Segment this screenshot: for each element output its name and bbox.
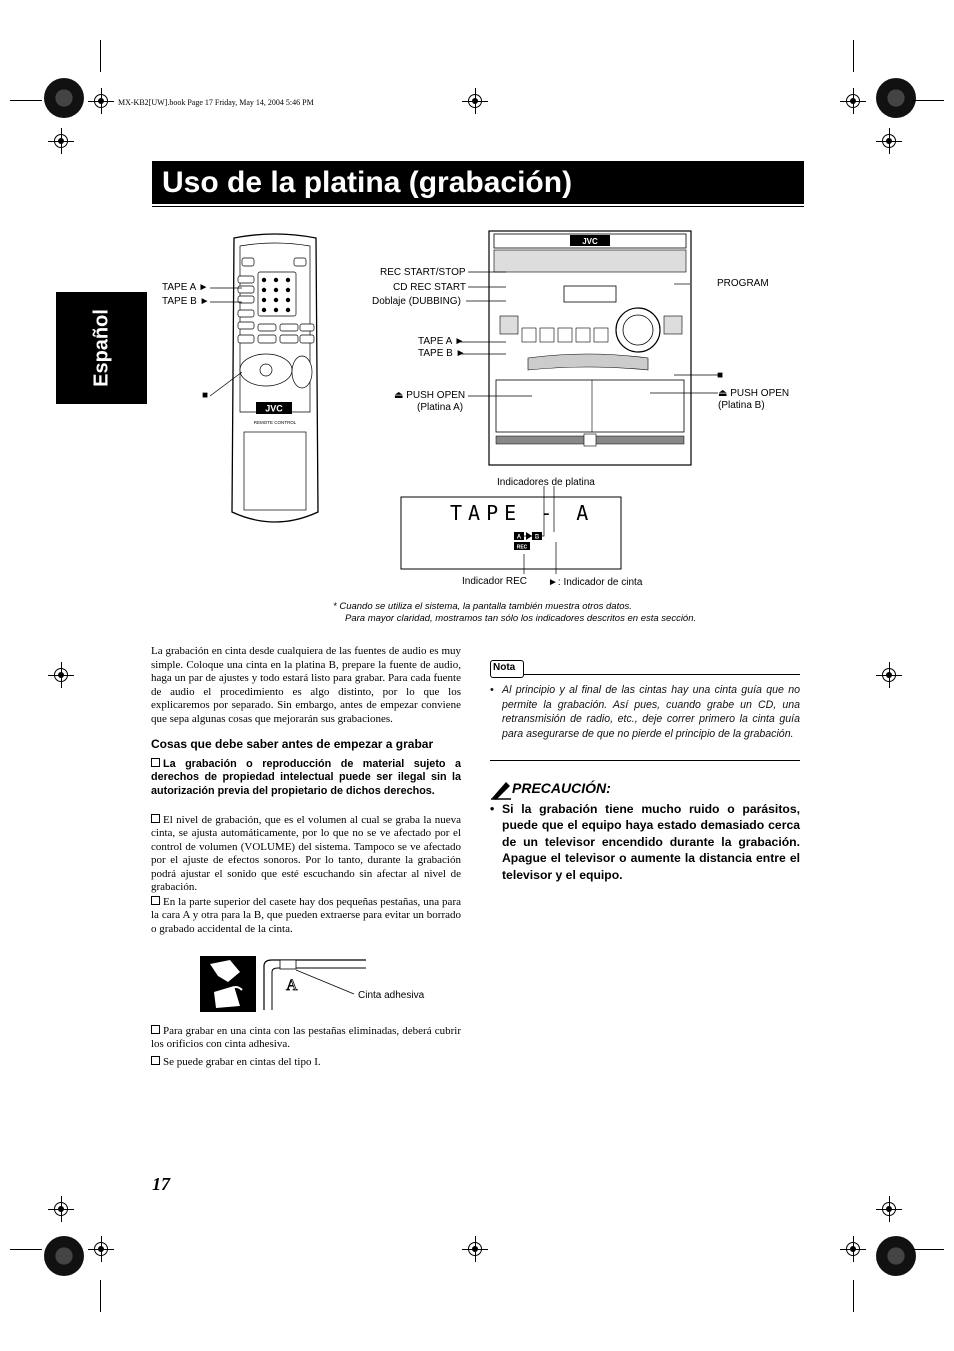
cassette-side-letter: A — [286, 977, 298, 994]
display-readout: TAPE - A — [450, 501, 595, 525]
note-rule — [490, 760, 800, 761]
note-header — [490, 660, 800, 676]
checkbox-icon — [151, 896, 160, 905]
checkbox-icon — [151, 1025, 160, 1034]
checkbox-icon — [151, 1056, 160, 1065]
remote-caption: REMOTE CONTROL — [253, 420, 297, 425]
indicator-b: B — [534, 534, 540, 541]
indicator-rec: REC — [516, 544, 528, 551]
list-item: Se puede grabar en cintas del tipo I. — [151, 1056, 461, 1069]
remote-tape-a-label: TAPE A ► — [162, 282, 209, 293]
indicator-a: A — [516, 534, 522, 541]
remote-stop-label: ■ — [202, 390, 209, 401]
footnote-line-2: Para mayor claridad, mostramos tan sólo los indicadores descritos en esta sección. — [345, 613, 697, 624]
push-open-a-sub-label: (Platina A) — [417, 402, 464, 413]
language-tab-label: Español — [90, 309, 112, 387]
bullet-icon: • — [490, 684, 494, 696]
display-leader-lines — [510, 482, 570, 582]
adhesive-tape-label: Cinta adhesiva — [358, 990, 425, 1001]
push-open-b-sub-label: (Platina B) — [718, 400, 765, 411]
cd-rec-start-label: CD REC START — [393, 282, 466, 293]
caution-body — [490, 801, 800, 883]
caution-title: PRECAUCIÓN: — [512, 780, 611, 796]
crosshair-icon — [88, 88, 114, 114]
remote-tape-b-label: TAPE B ► — [162, 296, 210, 307]
unit-tape-a-label: TAPE A ► — [418, 336, 465, 347]
tape-indicator-label: ►: Indicador de cinta — [548, 577, 643, 588]
list-item: La grabación o reproducción de material sujeto a derechos de propiedad intelectual puede ser ilegal sin la autorización previa del propietario de dichos derechos. — [151, 758, 461, 797]
section-heading: Cosas que debe saber antes de empezar a grabar — [151, 737, 434, 751]
color-target-icon — [876, 78, 916, 118]
caution-text: Si la grabación tiene mucho ruido o parásitos, puede que el equipo haya estado demasiado cerca de un televisor encendido durante la grabación. Apague el televisor o aumente la distancia entre el televisor y el equipo. — [502, 802, 800, 882]
list-item: El nivel de grabación, que es el volumen al cual se graba la nueva cinta, se ajusta automáticamente, por lo que no se ve afectado por el control de volumen (VOLUME) del sistema. Tampoco se ve afectado por el ajuste de efectos sonoros. Por lo tanto, durante la grabación podrá ajustar el sonido que esté escuchando sin afectar al nivel de grabación. — [151, 814, 461, 894]
unit-leader-lines — [460, 265, 720, 405]
footnote-line-1: * Cuando se utiliza el sistema, la pantalla también muestra otros datos. — [333, 601, 632, 612]
page-number: 17 — [152, 1174, 170, 1194]
crosshair-icon — [876, 128, 902, 154]
crosshair-icon — [462, 88, 488, 114]
pencil-warning-icon — [490, 778, 512, 800]
unit-brand-logo: JVC — [582, 237, 598, 246]
color-target-icon — [44, 78, 84, 118]
caution-header — [490, 778, 800, 800]
note-text: Al principio y al final de las cintas hay una cinta guía que no permite la grabación. Así pues, cuando grabe un CD, una retransmisión de radio, etc., deje correr primero la cinta guía para asegurarse de que no pierde el principio de la grabación. — [502, 684, 800, 740]
deck-indicators-label: Indicadores de platina — [497, 477, 595, 488]
dubbing-label: Doblaje (DUBBING) — [372, 296, 461, 307]
unit-stop-label: ■ — [717, 370, 724, 381]
file-header-note: MX-KB2[UW].book Page 17 Friday, May 14, 2004 5:46 PM — [118, 98, 314, 107]
note-body — [490, 683, 800, 741]
push-open-b-label: ⏏ PUSH OPEN — [718, 388, 790, 399]
title-rule — [152, 206, 804, 207]
crosshair-icon — [876, 1196, 902, 1222]
note-badge: Nota — [490, 660, 524, 678]
crosshair-icon — [876, 662, 902, 688]
color-target-icon — [876, 1236, 916, 1276]
program-label: PROGRAM — [717, 278, 769, 289]
cassette-illustration — [258, 956, 368, 1012]
crosshair-icon — [48, 662, 74, 688]
checkbox-icon — [151, 758, 160, 767]
page-title: Uso de la platina (grabación) — [162, 166, 573, 199]
crosshair-icon — [48, 1196, 74, 1222]
crosshair-icon — [840, 1236, 866, 1262]
intro-paragraph: La grabación en cinta desde cualquiera de las fuentes de audio es muy simple. Coloque una cinta en la platina B, prepare la fuente de audio, haga un par de ajustes y todo estará listo para grabar. Para cada fuente de audio el procedimiento es algo distinto, por lo que los explicaremos por separado. Sin embargo, antes de empezar conviene que sepa algunas cosas que mejorarán sus grabaciones. — [151, 645, 461, 725]
unit-tape-b-label: TAPE B ► — [418, 348, 466, 359]
list-item: Para grabar en una cinta con las pestañas eliminadas, deberá cubrir los orificios con cinta adhesiva. — [151, 1025, 461, 1051]
crosshair-icon — [88, 1236, 114, 1262]
tab-removal-illustration — [200, 956, 256, 1012]
push-open-a-label: ⏏ PUSH OPEN — [394, 390, 466, 401]
remote-brand-logo: JVC — [265, 403, 283, 414]
language-tab — [56, 292, 147, 404]
checkbox-icon — [151, 814, 160, 823]
remote-leader-lines — [160, 280, 270, 400]
crosshair-icon — [462, 1236, 488, 1262]
rec-indicator-label: Indicador REC — [462, 576, 528, 587]
rec-start-stop-label: REC START/STOP — [380, 267, 466, 278]
bullet-icon: • — [490, 802, 495, 816]
page-title-bar — [152, 161, 804, 204]
crosshair-icon — [48, 128, 74, 154]
crosshair-icon — [840, 88, 866, 114]
color-target-icon — [44, 1236, 84, 1276]
list-item: En la parte superior del casete hay dos pequeñas pestañas, una para la cara A y otra para la B, que pueden extraerse para evitar un borrado o grabado accidental de la cinta. — [151, 896, 461, 935]
